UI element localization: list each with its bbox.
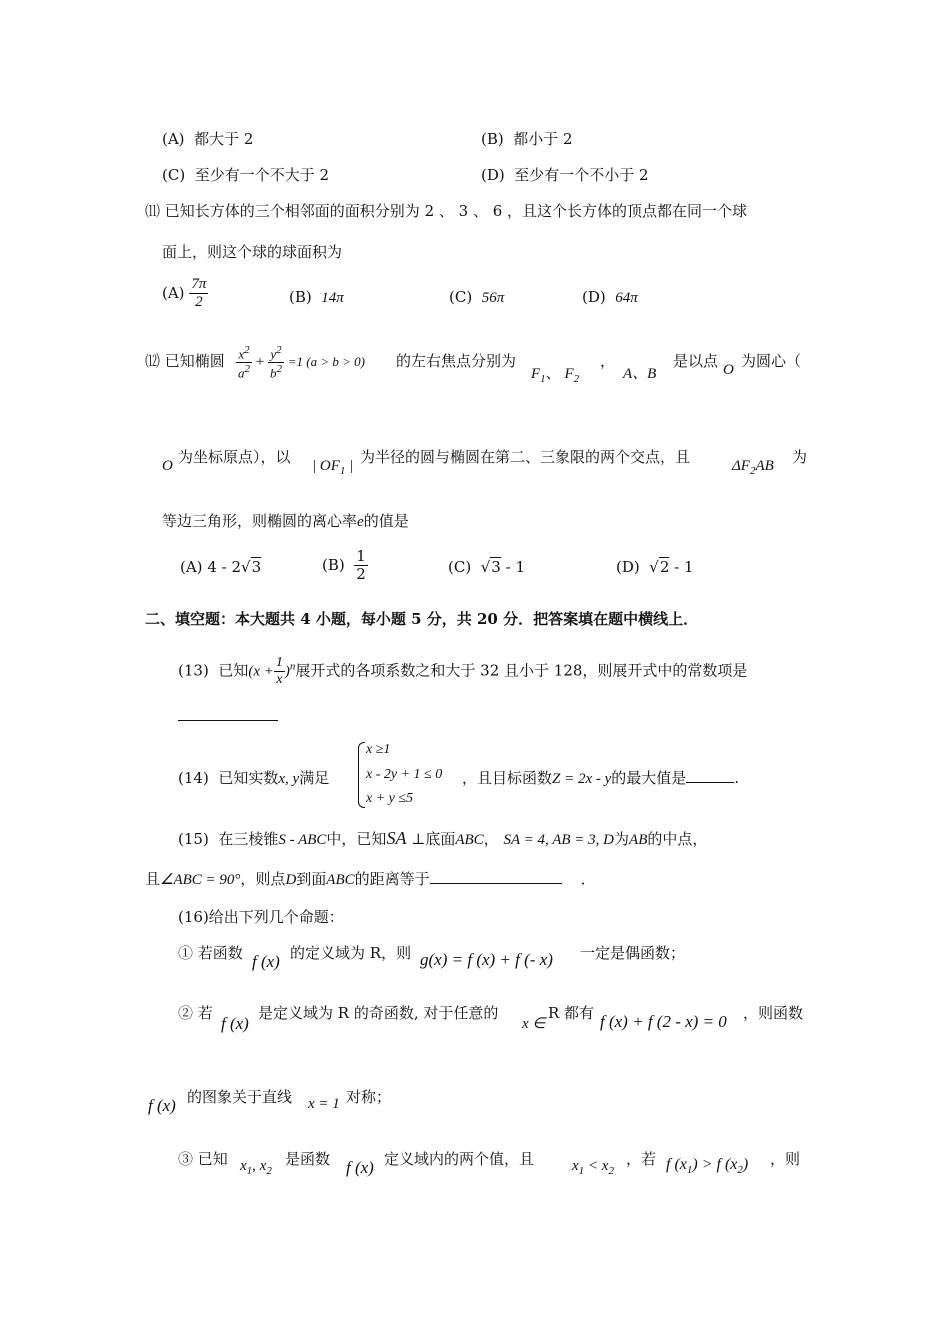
question-text: 已知: [197, 1150, 228, 1168]
question-number: ⑿: [145, 352, 161, 370]
q12-option-a: [180, 558, 261, 576]
q12-option-c: [448, 558, 525, 576]
option-label: (A): [162, 283, 185, 302]
variables: x, y: [278, 771, 300, 787]
denominator: 2: [356, 565, 366, 584]
ellipse-equation: $\frac{x^2}{a^2}$ + $\frac{y^2}{b^2}$ =1 (a > b > 0): [238, 344, 365, 381]
q10-option-a: [162, 128, 253, 149]
function-f: f (x): [346, 1158, 374, 1177]
constraint-2: x - 2y + 1 ≤ 0: [366, 767, 443, 782]
segment-ab: AB: [629, 832, 648, 848]
q11-option-d: [582, 288, 638, 307]
fraction: [189, 276, 208, 312]
question-text: 已知长方体的三个相邻面的面积分别为 2 、 3 、 6 ，且这个长方体的顶点都在同一个球: [164, 202, 748, 220]
proposition-number: ③: [178, 1150, 194, 1168]
question-text: ，若: [626, 1150, 657, 1168]
subscript: 1: [686, 1164, 693, 1177]
subscript: 1: [339, 465, 346, 477]
radicand: 3: [491, 558, 501, 576]
point-d: D: [285, 872, 297, 888]
question-text: 为: [792, 448, 808, 466]
fraction-y: [268, 344, 284, 382]
denominator: 2: [195, 294, 203, 311]
question-text: ，: [483, 830, 499, 848]
subscript: 2: [266, 1165, 272, 1177]
question-text: 是以点: [673, 352, 719, 370]
q15-line1: [178, 828, 707, 849]
var: | OF: [312, 458, 340, 474]
question-number: (13): [178, 661, 209, 680]
question-text: 且: [145, 870, 161, 888]
option-value: - 1: [500, 558, 525, 576]
punctuation: .: [734, 769, 740, 787]
question-text: 若函数: [197, 944, 243, 962]
subscript: 2: [573, 373, 580, 385]
equation-rest: =1 (a > b > 0): [287, 354, 365, 370]
option-label: (A): [180, 558, 203, 576]
expression: ) > f (x: [692, 1156, 738, 1173]
sqrt-icon: √: [241, 558, 251, 576]
perp-icon: ⊥: [411, 830, 426, 848]
numerator: [268, 344, 284, 363]
question-text: ，且目标函数: [462, 769, 553, 787]
x-inequality: [572, 1158, 614, 1177]
question-text: 中，已知: [326, 830, 387, 848]
expression: ): [742, 1156, 749, 1173]
point-o: O: [723, 362, 734, 378]
question-number: (14): [178, 769, 209, 787]
var: F: [564, 366, 574, 382]
question-text: ，则: [770, 1150, 801, 1168]
question-text: 的值是: [363, 512, 409, 530]
expression: (x +: [248, 663, 274, 680]
exponent: n: [289, 660, 296, 673]
question-text: ，则点: [240, 870, 286, 888]
question-text: 到面: [296, 870, 327, 888]
question-number: ⑾: [145, 202, 161, 220]
question-text: 已知实数: [218, 769, 279, 787]
question-text: 是函数: [285, 1150, 331, 1168]
foci: [531, 362, 579, 385]
var: x: [238, 346, 245, 362]
option-text: 至少有一个不大于 2: [194, 166, 330, 184]
q11-option-c: [449, 288, 504, 307]
f-inequality: [666, 1156, 748, 1176]
exponent: 2: [244, 344, 250, 356]
denominator: [236, 363, 252, 381]
q12-option-d: [616, 558, 694, 576]
point-o: O: [162, 458, 173, 474]
var: AB: [755, 458, 774, 474]
option-label: (A): [162, 130, 185, 148]
q15-answer-blank[interactable]: [430, 869, 562, 884]
option-text: 都大于 2: [194, 130, 254, 148]
q15-line2: [145, 868, 596, 889]
question-text: 为: [614, 830, 630, 848]
system-brace: [358, 742, 365, 808]
var: a: [238, 365, 245, 381]
option-value: 4 - 2: [207, 558, 242, 576]
option-value: 14π: [321, 290, 344, 306]
points-ab: A、B: [623, 366, 657, 382]
q10-option-c: [162, 164, 329, 185]
question-text: 的图象关于直线: [187, 1088, 293, 1106]
subscript: 2: [608, 1165, 614, 1177]
question-text: 的中点，: [647, 830, 708, 848]
option-label: (D): [481, 166, 505, 184]
option-label: (C): [449, 288, 473, 306]
proposition-number: ①: [178, 944, 194, 962]
radicand: 3: [251, 558, 262, 576]
angle: ∠ABC = 90°: [160, 872, 241, 888]
given-values: SA = 4, AB = 3, D: [503, 832, 615, 848]
option-value: - 1: [669, 558, 694, 576]
denominator: [268, 363, 284, 381]
var: F: [531, 366, 541, 382]
question-text: 若: [197, 1004, 213, 1022]
var-e: e: [357, 514, 364, 530]
q16-prop2-a: [178, 1002, 213, 1023]
q16-title: [178, 906, 344, 927]
q14-post: [462, 767, 739, 788]
pyramid: S - ABC: [278, 832, 327, 848]
option-text: 至少有一个不小于 2: [514, 166, 649, 184]
triangle-f2ab: [732, 458, 774, 477]
objective-function: Z = 2x - y: [552, 771, 612, 787]
q12-option-b: [322, 548, 368, 584]
radius-of1: [312, 458, 353, 477]
question-number: (15): [178, 830, 209, 848]
var: y: [270, 346, 277, 362]
fraction-x: [236, 344, 252, 382]
question-number: (16): [178, 908, 209, 926]
radicand: 2: [659, 558, 670, 576]
exponent: 2: [276, 344, 282, 356]
subscript: 2: [749, 465, 756, 477]
option-label: (C): [162, 166, 186, 184]
q11-option-a: [162, 276, 208, 312]
question-text: 的距离等于: [354, 870, 430, 888]
question-text: 底面: [425, 830, 456, 848]
q11-line1: [145, 200, 747, 221]
function-g: g(x) = f (x) + f (- x): [420, 950, 553, 969]
q10-option-b: [481, 128, 573, 149]
question-text: 的定义域为 R，则: [290, 944, 412, 962]
var: ΔF: [732, 458, 750, 474]
odd-condition: f (x) + f (2 - x) = 0: [600, 1012, 727, 1031]
question-text: 为坐标原点），以: [178, 448, 291, 466]
question-text: 展开式的各项系数之和大于 32 且小于 128，则展开式中的常数项是: [295, 661, 748, 680]
q12-number-text: [145, 350, 225, 371]
abs-bar: |: [345, 458, 354, 474]
var: b: [269, 365, 277, 381]
denominator: x: [276, 672, 283, 688]
numerator: 1: [274, 655, 285, 672]
line-x1: x = 1: [308, 1096, 340, 1112]
question-text: 已知椭圆: [164, 352, 225, 370]
question-text: 为半径的圆与椭圆在第二、三象限的两个交点，且: [360, 448, 691, 466]
var: x: [259, 1158, 267, 1174]
segment-sa: SA: [386, 828, 407, 848]
section-heading: 二、填空题：本大题共 4 小题，每小题 5 分，共 20 分．把答案填在题中横线上．: [145, 610, 699, 628]
option-text: 都小于 2: [513, 130, 573, 148]
plane-abc: ABC: [326, 872, 355, 888]
option-label: (D): [582, 288, 606, 306]
subscript: 1: [246, 1165, 253, 1177]
question-text: 等边三角形，则椭圆的离心率: [162, 512, 358, 530]
punctuation: ，: [600, 352, 616, 370]
option-value: 56π: [481, 290, 505, 306]
question-text: 对称；: [346, 1088, 392, 1106]
var: < x: [584, 1158, 609, 1174]
question-text: R 都有: [548, 1004, 595, 1022]
option-value: 64π: [615, 290, 638, 306]
q14-answer-blank[interactable]: [686, 768, 734, 783]
constraint-3: x + y ≤5: [366, 791, 414, 806]
q16-prop3-a: [178, 1148, 228, 1169]
q12-line3: [162, 510, 409, 531]
question-text: 给出下列几个命题：: [208, 908, 344, 926]
punctuation: ．: [580, 870, 596, 888]
exponent: 2: [244, 363, 250, 376]
function-f: f (x): [221, 1014, 249, 1033]
x1-x2: $x_1$, $x_2$: [240, 1158, 272, 1177]
function-f: f (x): [148, 1096, 176, 1115]
option-label: (B): [481, 130, 504, 148]
q11-line2: 面上，则这个球的球面积为: [162, 243, 343, 261]
subscript: 1: [540, 373, 546, 385]
function-f: f (x): [252, 952, 280, 971]
q14-pre: [178, 767, 329, 788]
var: x: [240, 1158, 247, 1174]
fraction: [354, 548, 368, 584]
numerator: 1: [356, 547, 366, 565]
option-label: (B): [289, 288, 312, 306]
q10-option-d: [481, 164, 649, 185]
question-text: 是定义域为 R 的奇函数, 对于任意的: [258, 1004, 499, 1022]
subscript: 2: [737, 1164, 743, 1177]
q13-answer-blank[interactable]: [178, 706, 278, 721]
question-text: 在三棱锥: [218, 830, 279, 848]
question-text: 为圆心（: [741, 352, 802, 370]
fraction: [274, 655, 285, 688]
subscript: 1: [578, 1165, 585, 1177]
q16-prop1-a: [178, 942, 243, 963]
option-label: (C): [448, 558, 472, 576]
question-text: 定义域内的两个值，且: [384, 1150, 535, 1168]
question-text: 已知: [218, 661, 249, 680]
question-text: 一定是偶函数；: [580, 944, 686, 962]
q11-option-b: [289, 288, 344, 307]
numerator: 7π: [189, 276, 208, 294]
q13-line: [178, 655, 747, 688]
option-label: (B): [322, 555, 345, 574]
var: x: [572, 1158, 579, 1174]
plane-abc: ABC: [455, 832, 484, 848]
proposition-number: ②: [178, 1004, 194, 1022]
question-text: 的最大值是: [611, 769, 687, 787]
option-label: (D): [616, 558, 640, 576]
numerator: [236, 344, 252, 363]
separator: 、: [545, 366, 561, 382]
exponent: 2: [276, 363, 282, 376]
question-text: ，则函数: [743, 1004, 804, 1022]
expression: ): [284, 663, 290, 680]
sqrt-icon: √: [480, 558, 491, 576]
question-text: 的左右焦点分别为: [396, 352, 517, 370]
question-text: 满足: [299, 769, 330, 787]
expression: f (x: [666, 1156, 687, 1173]
constraint-1: x ≥1: [366, 742, 391, 757]
sqrt-icon: √: [649, 558, 659, 576]
x-in: x ∈: [522, 1016, 546, 1032]
